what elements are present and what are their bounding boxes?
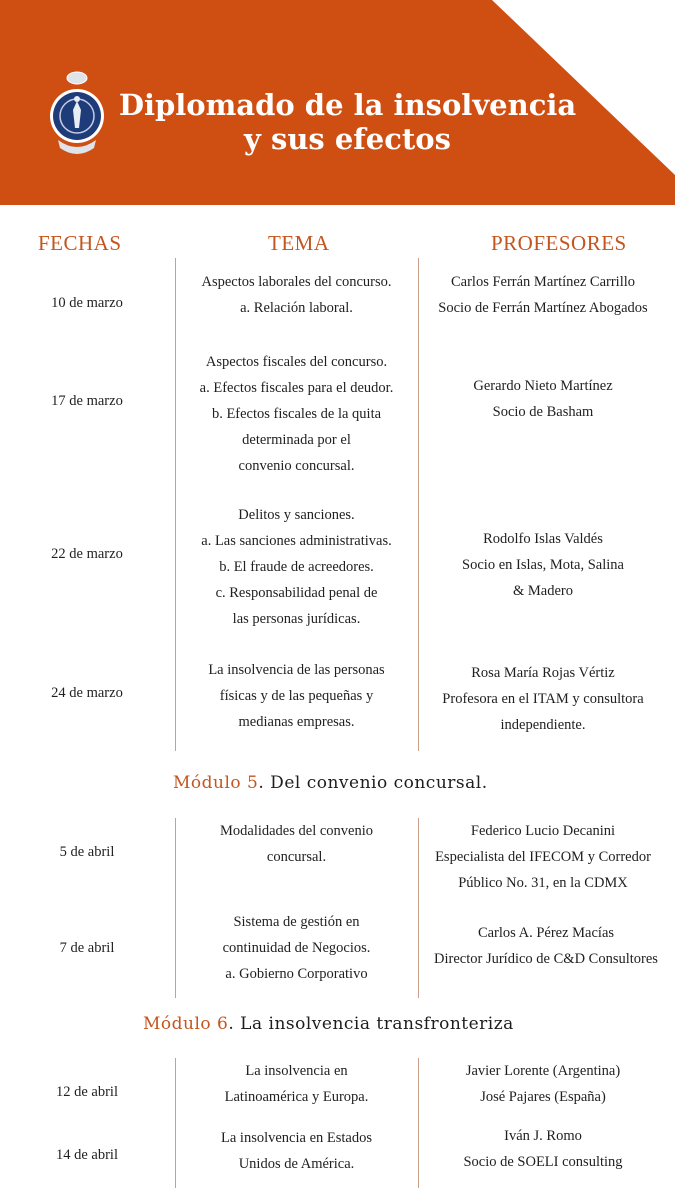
session-professor: [422, 818, 664, 896]
session-date: 10 de marzo: [51, 295, 123, 311]
column-header-tema: TEMA: [268, 231, 330, 255]
professor-line: José Pajares (España): [480, 1089, 606, 1105]
topic-line: La insolvencia en Estados: [221, 1130, 372, 1146]
column-divider: [418, 1058, 419, 1188]
topic-line: a. Gobierno Corporativo: [225, 966, 368, 982]
topic-line: a. Relación laboral.: [240, 300, 353, 316]
session-date: 7 de abril: [59, 940, 115, 956]
topic-line: La insolvencia en: [245, 1063, 348, 1079]
professor-line: Carlos A. Pérez Macías: [477, 925, 615, 941]
column-header-fechas: FECHAS: [38, 231, 122, 255]
page-title: [110, 88, 585, 156]
session-professor: [422, 1058, 664, 1110]
module-label: Módulo 6: [143, 1014, 229, 1034]
session-topic: [180, 1125, 413, 1177]
session-topic: [180, 818, 413, 870]
module-name: . Del convenio concursal.: [258, 773, 488, 793]
professor-line: Gerardo Nieto Martínez: [473, 378, 613, 394]
column-divider: [418, 258, 419, 751]
professor-line: Especialista del IFECOM y Corredor: [435, 849, 651, 865]
topic-line: Aspectos laborales del concurso.: [201, 274, 392, 290]
topic-line: a. Las sanciones administrativas.: [201, 533, 392, 549]
topic-line: Sistema de gestión en: [233, 914, 360, 930]
topic-line: a. Efectos fiscales para el deudor.: [199, 380, 394, 396]
session-date: 22 de marzo: [51, 546, 123, 562]
title-line-2: y sus efectos: [244, 122, 451, 156]
topic-line: Delitos y sanciones.: [238, 507, 355, 523]
topic-line: La insolvencia de las personas: [208, 662, 385, 678]
professor-line: Público No. 31, en la CDMX: [458, 875, 628, 891]
session-date: 24 de marzo: [51, 685, 123, 701]
topic-line: continuidad de Negocios.: [222, 940, 371, 956]
session-date: 12 de abril: [55, 1084, 118, 1100]
session-topic: [180, 502, 413, 632]
topic-line: Unidos de América.: [238, 1156, 355, 1172]
professor-line: Javier Lorente (Argentina): [465, 1063, 621, 1079]
module-name: . La insolvencia transfronteriza: [228, 1014, 514, 1034]
topic-line: Latinoamérica y Europa.: [224, 1089, 369, 1105]
professor-line: independiente.: [500, 717, 586, 733]
topic-line: convenio concursal.: [238, 458, 355, 474]
column-divider: [175, 1058, 176, 1188]
column-divider: [175, 818, 176, 998]
professor-line: Federico Lucio Decanini: [470, 823, 616, 839]
topic-line: b. El fraude de acreedores.: [219, 559, 374, 575]
module-heading: [173, 773, 488, 793]
professor-line: Rosa María Rojas Vértiz: [471, 665, 615, 681]
module-label: Módulo 5: [173, 773, 259, 793]
session-professor: [422, 526, 664, 604]
professor-line: Socio de SOELI consulting: [463, 1154, 623, 1170]
column-divider: [175, 258, 176, 751]
session-topic: [180, 909, 413, 987]
topic-line: físicas y de las pequeñas y: [219, 688, 374, 704]
professor-line: Socio de Basham: [492, 404, 594, 420]
header-banner: [0, 0, 675, 205]
professor-line: Socio en Islas, Mota, Salina: [462, 557, 624, 573]
professor-line: Iván J. Romo: [504, 1128, 582, 1144]
topic-line: Modalidades del convenio: [219, 823, 373, 839]
session-date: 17 de marzo: [51, 393, 123, 409]
topic-line: b. Efectos fiscales de la quita: [211, 406, 382, 422]
session-date: 14 de abril: [55, 1147, 118, 1163]
topic-line: determinada por el: [242, 432, 351, 448]
session-professor: [422, 269, 664, 321]
session-professor: [422, 373, 664, 425]
title-line-1: Diplomado de la insolvencia: [118, 88, 577, 122]
session-date: 5 de abril: [59, 844, 115, 860]
session-professor: [422, 660, 664, 738]
session-professor: [422, 920, 670, 972]
professor-line: Rodolfo Islas Valdés: [483, 531, 603, 547]
column-divider: [418, 818, 419, 998]
university-crest-icon: [48, 70, 106, 160]
professor-line: Socio de Ferrán Martínez Abogados: [438, 300, 648, 316]
module-heading: [143, 1014, 514, 1034]
professor-line: Carlos Ferrán Martínez Carrillo: [450, 274, 635, 290]
professor-line: & Madero: [513, 583, 573, 599]
topic-line: medianas empresas.: [238, 714, 355, 730]
column-header-profesores: PROFESORES: [491, 231, 627, 255]
session-topic: [180, 269, 413, 321]
professor-line: Director Jurídico de C&D Consultores: [434, 951, 658, 967]
session-topic: [180, 657, 413, 735]
professor-line: Profesora en el ITAM y consultora: [442, 691, 644, 707]
session-topic: [180, 1058, 413, 1110]
topic-line: Aspectos fiscales del concurso.: [205, 354, 388, 370]
topic-line: concursal.: [266, 849, 327, 865]
session-topic: [180, 349, 413, 479]
session-professor: [422, 1123, 664, 1175]
topic-line: c. Responsabilidad penal de: [215, 585, 378, 601]
topic-line: las personas jurídicas.: [232, 611, 361, 627]
